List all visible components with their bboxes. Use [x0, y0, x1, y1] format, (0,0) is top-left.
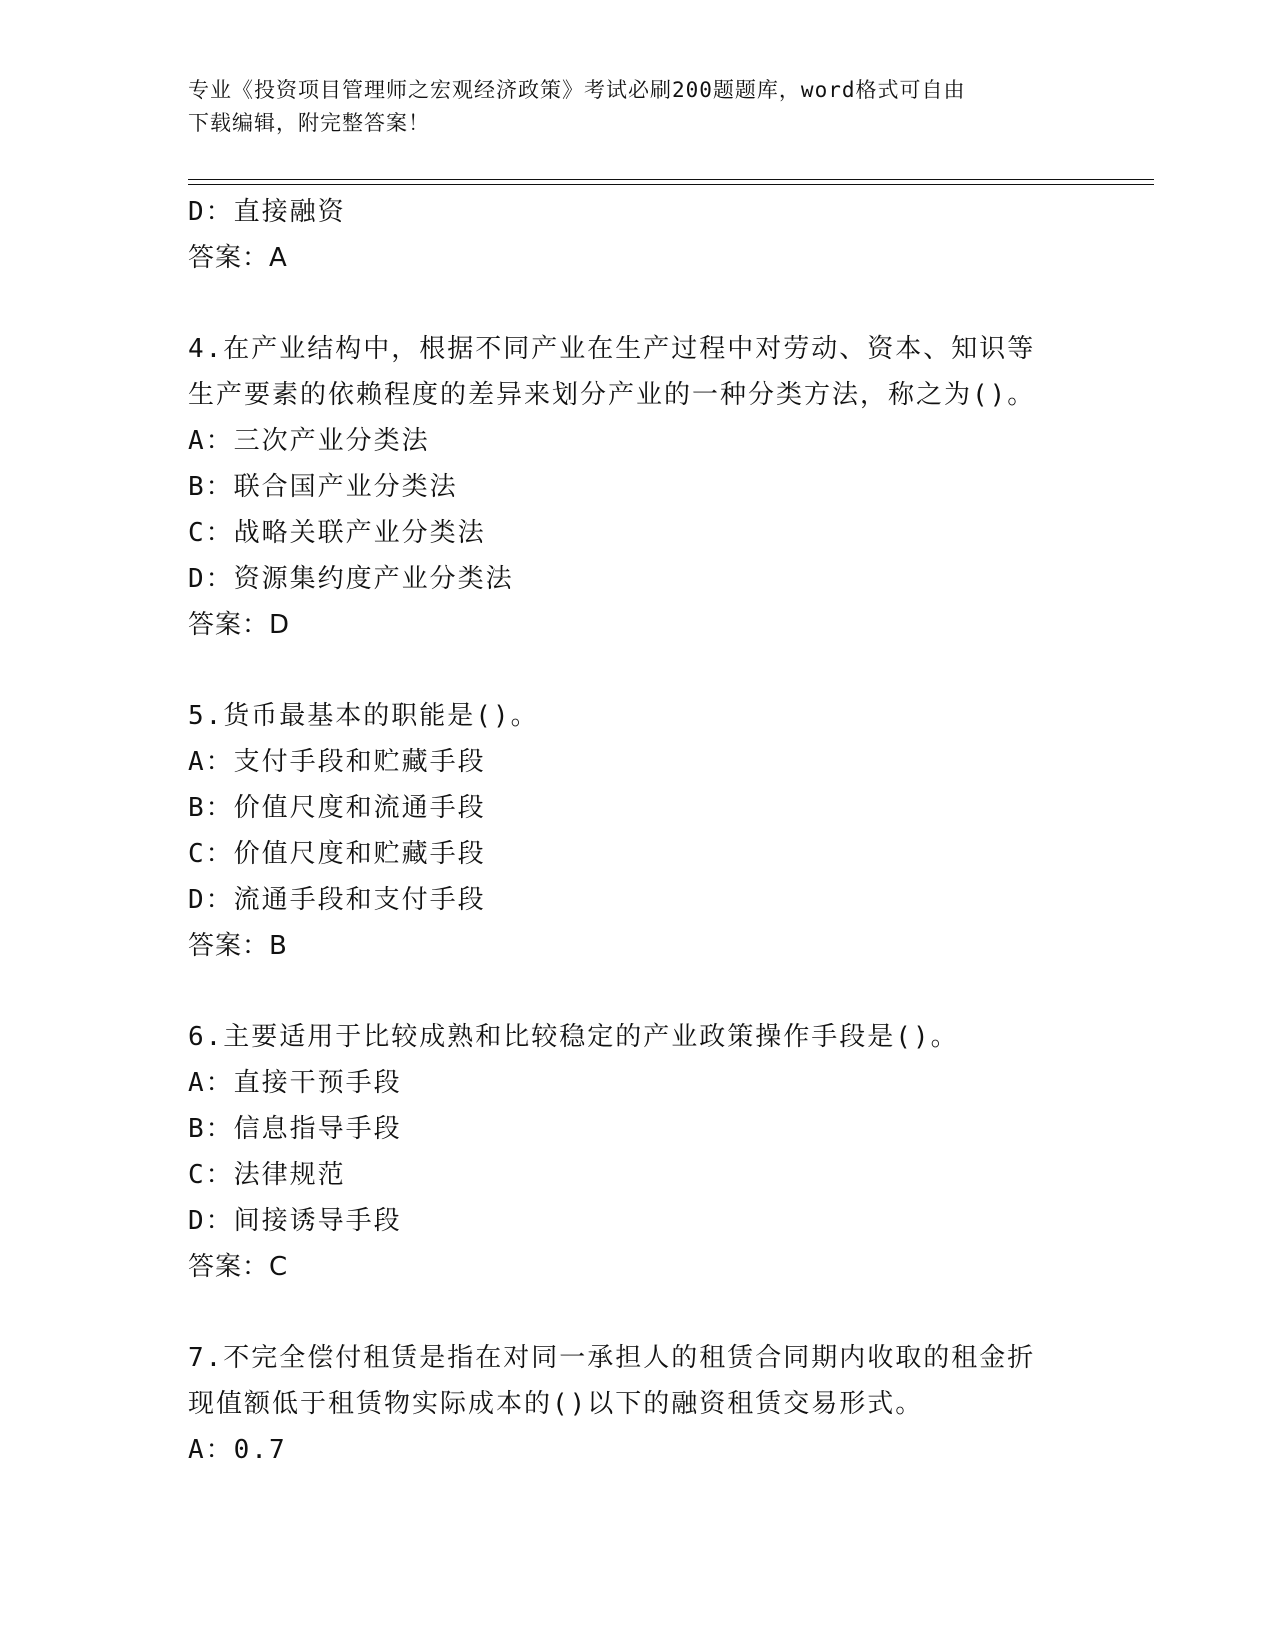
option-d: D：直接融资 [188, 197, 346, 227]
option-d: D：流通手段和支付手段 [188, 885, 486, 915]
question-text-line-1: 5.货币最基本的职能是()。 [188, 701, 539, 731]
option-b: B：联合国产业分类法 [188, 472, 458, 502]
option-c: C：战略关联产业分类法 [188, 518, 486, 548]
answer: 答案：D [188, 610, 291, 640]
answer: 答案：A [188, 243, 288, 273]
option-a: A：三次产业分类法 [188, 426, 430, 456]
question-text-line-1: 4.在产业结构中，根据不同产业在生产过程中对劳动、资本、知识等 [188, 334, 1036, 364]
question-5 [188, 693, 1088, 969]
answer: 答案：B [188, 931, 288, 961]
option-b: B：信息指导手段 [188, 1114, 402, 1144]
previous-question-tail [188, 189, 1088, 281]
question-text-line-1: 6.主要适用于比较成熟和比较稳定的产业政策操作手段是()。 [188, 1022, 959, 1052]
header-line-2: 下载编辑，附完整答案！ [188, 111, 430, 135]
header-line-1: 专业《投资项目管理师之宏观经济政策》考试必刷200题题库，word格式可自由 [188, 78, 966, 102]
option-b: B：价值尺度和流通手段 [188, 793, 486, 823]
option-a: A：0.7 [188, 1435, 287, 1465]
question-6 [188, 1014, 1088, 1290]
document-header [188, 74, 1068, 140]
option-d: D：间接诱导手段 [188, 1206, 402, 1236]
option-a: A：支付手段和贮藏手段 [188, 747, 486, 777]
question-4 [188, 326, 1088, 648]
option-a: A：直接干预手段 [188, 1068, 402, 1098]
question-text-line-2: 生产要素的依赖程度的差异来划分产业的一种分类方法，称之为()。 [188, 380, 1036, 410]
question-list [188, 189, 1088, 1473]
option-c: C：价值尺度和贮藏手段 [188, 839, 486, 869]
header-divider-bottom [188, 184, 1154, 185]
question-7 [188, 1335, 1088, 1473]
option-d: D：资源集约度产业分类法 [188, 564, 514, 594]
option-c: C：法律规范 [188, 1160, 346, 1190]
question-text-line-1: 7.不完全偿付租赁是指在对同一承担人的租赁合同期内收取的租金折 [188, 1343, 1036, 1373]
answer: 答案：C [188, 1252, 289, 1282]
header-divider-top [188, 179, 1154, 180]
question-text-line-2: 现值额低于租赁物实际成本的()以下的融资租赁交易形式。 [188, 1389, 924, 1419]
